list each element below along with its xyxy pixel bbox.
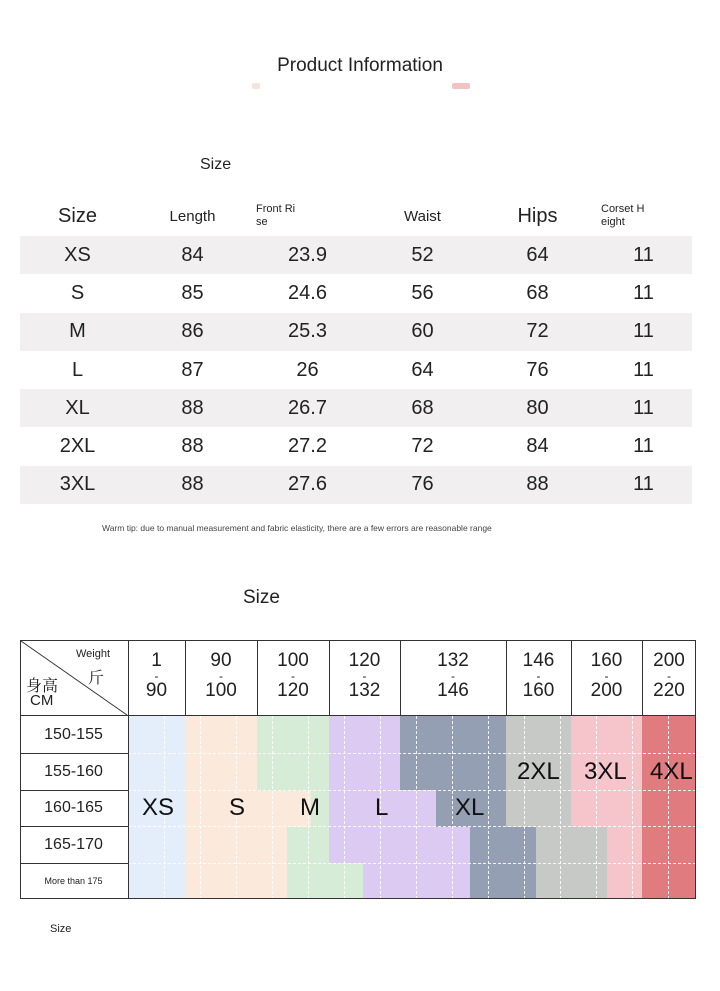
- weight-dash: -: [536, 669, 541, 683]
- weight-top: 200: [653, 650, 685, 671]
- cell-corset-height: 11: [633, 358, 654, 381]
- cell-front-rise: 26.7: [250, 389, 365, 427]
- cell-hips: 76: [526, 358, 549, 381]
- height-row-label: 160-165: [44, 799, 103, 816]
- cell-waist: 64: [411, 358, 434, 381]
- grid-dashed-line: [344, 716, 345, 899]
- cell-length: 88: [135, 466, 250, 504]
- weight-dash: -: [219, 669, 223, 683]
- cell-length: 84: [135, 236, 250, 274]
- weight-column-header: [642, 652, 696, 700]
- weight-label: Weight: [76, 648, 111, 660]
- cell-hips: 68: [526, 281, 549, 304]
- table-header-row: [20, 196, 692, 236]
- grid-border: [20, 640, 696, 641]
- weight-top: 1: [151, 650, 162, 671]
- grid-dashed-line: [416, 716, 417, 899]
- table-row: [20, 351, 692, 389]
- grid-dashed-line: [128, 863, 696, 864]
- size-chart-title: Size: [243, 587, 280, 608]
- column-header-waist: Waist: [404, 207, 441, 225]
- size-label-m: M: [300, 794, 320, 821]
- cell-length: 85: [181, 281, 204, 304]
- column-header-corset-height: Corset H eight: [601, 203, 645, 228]
- weight-top: 90: [210, 650, 232, 671]
- table-row: [20, 236, 692, 274]
- grid-dashed-line: [128, 790, 696, 791]
- size-chart-grid: [20, 640, 696, 899]
- cell-size: M: [20, 313, 135, 351]
- cell-waist: 76: [365, 466, 480, 504]
- grid-dashed-line: [488, 716, 489, 899]
- cell-front-rise: 23.9: [250, 236, 365, 274]
- measurement-table: [20, 196, 692, 504]
- size-label-xs: XS: [142, 794, 175, 821]
- weight-column-header: [400, 652, 506, 700]
- cell-waist: 60: [365, 313, 480, 351]
- column-header-size: Size: [58, 204, 97, 227]
- zone-m: [287, 863, 363, 899]
- zone-l: [363, 863, 400, 899]
- grid-dashed-line: [128, 753, 696, 754]
- cell-size: XL: [20, 389, 135, 427]
- column-header-hips: Hips: [517, 204, 558, 227]
- cell-front-rise: 27.6: [250, 466, 365, 504]
- cell-length: 87: [181, 358, 204, 381]
- warm-tip: Warm tip: due to manual measurement and fabric elasticity, there are a few errors are reasonable range: [102, 523, 492, 533]
- section-label-size: Size: [200, 156, 232, 173]
- weight-unit: 斤: [88, 670, 105, 687]
- page-title: Product Information: [277, 55, 443, 76]
- size-label-xl: XL: [455, 794, 485, 821]
- weight-column-header: [185, 652, 257, 700]
- weight-bottom: 90: [145, 680, 168, 701]
- weight-column-header: [257, 652, 329, 700]
- cell-front-rise: 26: [296, 358, 319, 381]
- weight-dash: -: [362, 669, 367, 683]
- cell-corset-height: 11: [595, 389, 692, 427]
- grid-dashed-line: [128, 826, 696, 827]
- cell-size: 3XL: [20, 466, 135, 504]
- weight-dash: -: [451, 669, 455, 683]
- size-label-3xl: 3XL: [584, 758, 627, 785]
- weight-top: 160: [590, 650, 623, 671]
- cell-corset-height: 11: [595, 236, 692, 274]
- weight-top: 132: [437, 650, 469, 671]
- zone-4xl: [642, 716, 696, 899]
- column-header-length: Length: [169, 207, 216, 225]
- weight-bottom: 146: [437, 680, 469, 701]
- cell-length: 86: [135, 313, 250, 351]
- cell-corset-height: 11: [633, 281, 654, 304]
- cell-length: 88: [181, 435, 204, 458]
- cell-waist: 56: [411, 281, 434, 304]
- cell-corset-height: 11: [595, 313, 692, 351]
- height-row-label: 165-170: [44, 836, 103, 853]
- size-label-4xl: 4XL: [650, 758, 693, 785]
- table-row: [20, 466, 692, 504]
- cell-size: L: [71, 358, 84, 381]
- cell-front-rise: 24.6: [288, 281, 327, 304]
- grid-dashed-line: [452, 716, 453, 899]
- zone-l: [400, 790, 436, 827]
- weight-bottom: 220: [653, 680, 685, 701]
- weight-bottom: 132: [348, 680, 381, 701]
- cell-corset-height: 11: [595, 466, 692, 504]
- table-row: [20, 427, 692, 465]
- weight-bottom: 200: [590, 680, 623, 701]
- grid-dashed-line: [632, 716, 633, 899]
- cell-length: 88: [135, 389, 250, 427]
- grid-dashed-line: [560, 716, 561, 899]
- cell-hips: 72: [480, 313, 595, 351]
- table-row: [20, 274, 692, 312]
- column-header-front-rise: Front Ri se: [256, 203, 296, 228]
- cell-waist: 72: [411, 435, 434, 458]
- cell-size: XS: [20, 236, 135, 274]
- cell-size: S: [70, 281, 85, 304]
- weight-dash: -: [154, 669, 159, 683]
- grid-dashed-line: [272, 716, 273, 899]
- cell-front-rise: 25.3: [250, 313, 365, 351]
- height-row-label: 155-160: [44, 763, 103, 780]
- cell-waist: 68: [365, 389, 480, 427]
- weight-bottom: 120: [277, 680, 309, 701]
- grid-dashed-line: [200, 716, 201, 899]
- size-label-s: S: [229, 794, 246, 821]
- weight-top: 100: [277, 650, 309, 671]
- cell-front-rise: 27.2: [288, 435, 327, 458]
- weight-dash: -: [604, 669, 609, 683]
- cell-hips: 84: [526, 435, 549, 458]
- height-unit: CM: [30, 692, 54, 709]
- weight-bottom: 100: [205, 680, 237, 701]
- cell-corset-height: 11: [633, 435, 654, 458]
- weight-dash: -: [291, 669, 295, 683]
- size-label-2xl: 2XL: [517, 758, 560, 785]
- weight-dash: -: [667, 669, 671, 683]
- height-label: 身高: [26, 678, 59, 695]
- footer-size-label: Size: [50, 923, 72, 935]
- height-row-label: More than 175: [44, 876, 103, 886]
- height-row-label: 150-155: [44, 726, 103, 743]
- table-row: [20, 389, 692, 427]
- size-label-l: L: [375, 794, 389, 821]
- weight-column-header: [329, 652, 400, 700]
- grid-dashed-line: [596, 716, 597, 899]
- cell-hips: 64: [480, 236, 595, 274]
- title-decoration: [252, 83, 472, 89]
- weight-column-header: [128, 652, 185, 700]
- grid-dashed-line: [668, 716, 669, 899]
- cell-hips: 80: [480, 389, 595, 427]
- weight-column-header: [506, 652, 571, 700]
- table-row: [20, 313, 692, 351]
- weight-top: 120: [348, 650, 381, 671]
- zone-s: [185, 716, 257, 899]
- cell-hips: 88: [480, 466, 595, 504]
- weight-column-header: [571, 652, 642, 700]
- cell-waist: 52: [365, 236, 480, 274]
- weight-bottom: 160: [522, 680, 555, 701]
- weight-top: 146: [522, 650, 555, 671]
- cell-size: 2XL: [59, 435, 96, 458]
- grid-dashed-line: [524, 716, 525, 899]
